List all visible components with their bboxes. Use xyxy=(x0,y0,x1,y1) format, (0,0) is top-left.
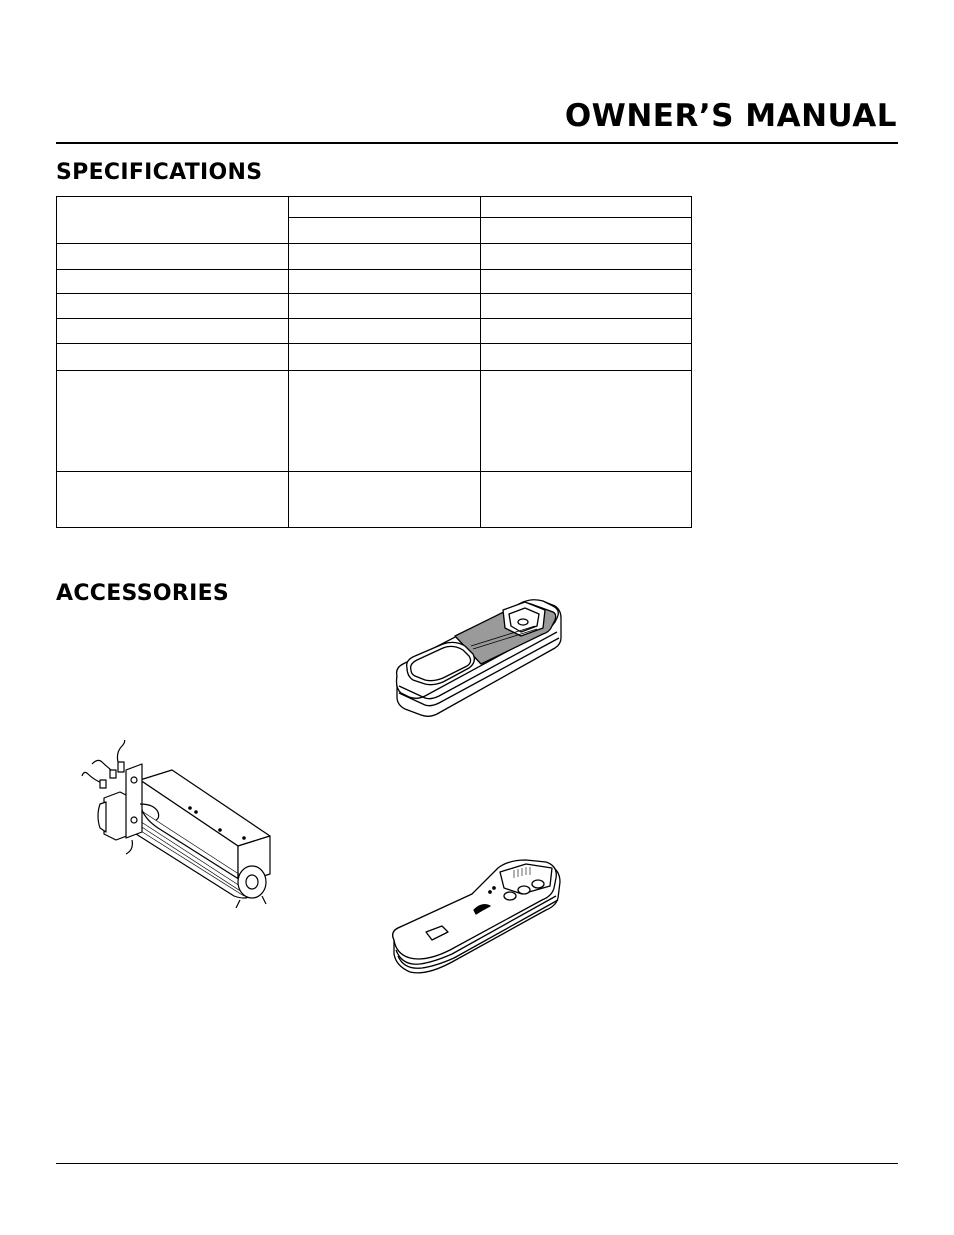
table-row-divider xyxy=(57,370,691,371)
table-row-divider xyxy=(57,269,691,270)
specifications-table xyxy=(56,196,692,528)
accessories-heading: ACCESSORIES xyxy=(56,581,230,606)
table-row-divider xyxy=(57,471,691,472)
table-row-divider xyxy=(57,318,691,319)
table-row-divider xyxy=(288,217,691,218)
handheld-remote-icon xyxy=(386,858,566,982)
page-title: OWNER’S MANUAL xyxy=(564,98,897,134)
footer-rule xyxy=(56,1163,898,1164)
table-column-divider xyxy=(288,197,289,527)
table-row-divider xyxy=(57,293,691,294)
table-row-divider xyxy=(57,243,691,244)
table-row-divider xyxy=(57,343,691,344)
remote-control-icon xyxy=(385,598,570,720)
specifications-heading: SPECIFICATIONS xyxy=(56,160,263,185)
blower-kit-icon xyxy=(80,740,280,912)
header-rule xyxy=(56,142,898,144)
table-column-divider xyxy=(480,197,481,527)
